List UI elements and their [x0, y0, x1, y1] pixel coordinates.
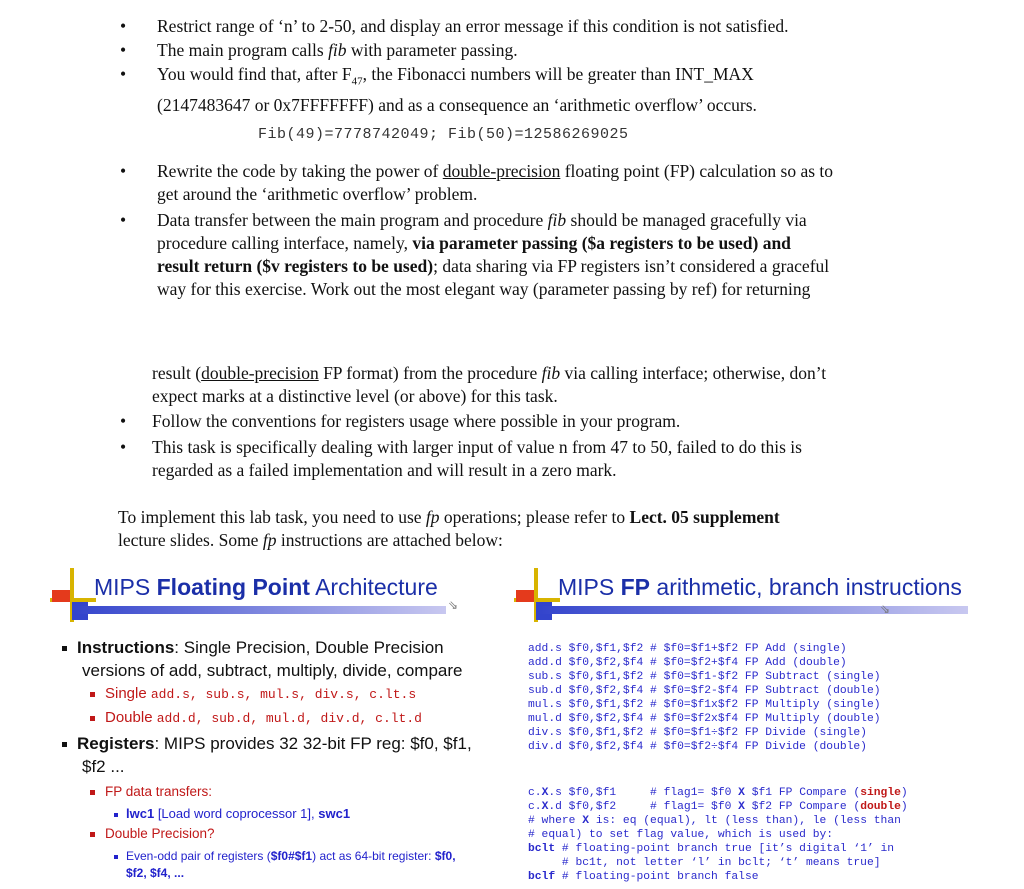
square-bullet-icon — [62, 742, 67, 747]
overflow-example: Fib(49)=7778742049; Fib(50)=12586269025 — [258, 126, 629, 143]
bullet-text: This task is specifically dealing with larger input of value n from 47 to 50, failed to do this is — [152, 437, 802, 457]
title-rule — [74, 606, 446, 614]
slide-logo-icon — [50, 568, 96, 626]
code-line: add.s $f0,$f1,$f2 # $f0=$f1+$f2 FP Add (single) — [528, 643, 847, 655]
registers-line: Registers: MIPS provides 32 32-bit FP reg: $f0, $f1, — [62, 734, 472, 754]
continuation-text-b: FP format) from the procedure — [323, 363, 538, 383]
square-bullet-icon — [90, 790, 95, 795]
transfer-bold-b: result return ($v registers to be used) — [157, 256, 434, 276]
slide-fp-architecture — [44, 568, 500, 889]
continuation-text-d: expect marks at a distinctive level (or above) for this task. — [152, 386, 558, 406]
registers-line2: $f2 ... — [82, 757, 125, 776]
continuation-text-c: via calling interface; otherwise, don’t — [564, 363, 827, 383]
code-line: sub.s $f0,$f1,$f2 # $f0=$f1-$f2 FP Subtract (single) — [528, 671, 881, 683]
bullet-dot: • — [120, 411, 127, 431]
bullet-text: Follow the conventions for registers usage where possible in your program. — [152, 411, 681, 431]
slide-logo-icon — [514, 568, 560, 626]
transfer-text-c: procedure calling interface, namely, — [157, 233, 409, 253]
code-line-cmp-d: c.X.d $f0,$f2 # flag1= $f0 X $f2 FP Compare (double) — [528, 801, 908, 813]
double-precision-underline: double-precision — [442, 161, 561, 181]
fib-italic: fib — [541, 363, 561, 383]
bullet-text: You would find that, after F — [157, 64, 352, 84]
double-ops: Double add.d, sub.d, mul.d, div.d, c.lt.d — [90, 709, 422, 726]
code-line-bclf: bclf # floating-point branch false — [528, 871, 759, 883]
transfer-text-a: Data transfer between the main program and procedure — [157, 210, 544, 230]
continuation-paragraph — [152, 362, 982, 408]
code-line-bclt2: # bc1t, not letter ‘l’ in bclt; ‘t’ means true] — [528, 857, 881, 869]
rewrite-text-c: get around the ‘arithmetic overflow’ problem. — [157, 184, 478, 204]
transfer-text-d: ; data sharing via FP registers isn’t considered a graceful — [433, 256, 830, 276]
instructions-line2: versions of add, subtract, multiply, divide, compare — [82, 661, 463, 680]
instructions-line: Instructions: Single Precision, Double Precision — [62, 638, 444, 658]
double-precision-q: Double Precision? — [90, 826, 215, 841]
fib-italic: fib — [547, 210, 567, 230]
rewrite-text-b: floating point (FP) calculation so as to — [564, 161, 834, 181]
single-ops: Single add.s, sub.s, mul.s, div.s, c.lt.s — [90, 685, 416, 702]
code-line-cmp-s: c.X.s $f0,$f1 # flag1= $f0 X $f1 FP Compare (single) — [528, 787, 908, 799]
bullet-text: Restrict range of ‘n’ to 2-50, and display an error message if this condition is not satisfied. — [157, 16, 789, 36]
transfer-text-b: should be managed gracefully via — [570, 210, 807, 230]
slide-title: MIPS Floating Point Architecture — [94, 574, 438, 600]
square-bullet-icon — [90, 692, 95, 697]
bullet-dot: • — [120, 437, 127, 457]
implement-paragraph — [118, 506, 948, 552]
bullet-dot: • — [120, 161, 127, 181]
bullet-dot: • — [120, 16, 127, 36]
rewrite-text-a: Rewrite the code by taking the power of — [157, 161, 439, 181]
fp-data-transfers: FP data transfers: — [90, 784, 212, 799]
transfer-text-e: way for this exercise. Work out the most elegant way (parameter passing by ref) for returning — [157, 279, 811, 299]
bullet-text-rest: , the Fibonacci numbers will be greater than INT_MAX — [362, 64, 754, 84]
even-odd-line2: $f2, $f4, ... — [126, 866, 185, 880]
cursor-arrow-icon: ⇘ — [880, 602, 891, 616]
slide-fp-arithmetic — [508, 568, 978, 889]
bullet-text-line2: (2147483647 or 0x7FFFFFFF) and as a consequence an ‘arithmetic overflow’ occurs. — [157, 94, 757, 115]
bullet-dot: • — [120, 64, 127, 84]
continuation-text-a: result ( — [152, 363, 202, 383]
implement-text-c: lecture slides. Some — [118, 530, 259, 550]
compare-code-block — [528, 772, 908, 884]
bullet-dot: • — [120, 40, 127, 60]
fib-italic: fib — [328, 40, 347, 60]
code-line: sub.d $f0,$f2,$f4 # $f0=$f2-$f4 FP Subtract (double) — [528, 685, 881, 697]
bullet-text-line2: regarded as a failed implementation and will result in a zero mark. — [152, 460, 617, 480]
lwc1-line: lwc1 [Load word coprocessor 1], swc1 — [114, 806, 350, 821]
cursor-arrow-icon: ⇘ — [448, 598, 459, 612]
code-line-where: # where X is: eq (equal), lt (less than), le (less than — [528, 815, 901, 827]
implement-text-b: operations; please refer to — [443, 507, 626, 527]
code-line-bclt: bclt # floating-point branch true [it’s digital ‘1’ in — [528, 843, 895, 855]
fp-italic: fp — [425, 507, 440, 527]
code-line: mul.s $f0,$f1,$f2 # $f0=$f1x$f2 FP Multiply (single) — [528, 699, 881, 711]
fp-italic: fp — [262, 530, 277, 550]
code-line: add.d $f0,$f2,$f4 # $f0=$f2+$f4 FP Add (double) — [528, 657, 847, 669]
square-bullet-icon — [62, 646, 67, 651]
lect05-bold: Lect. 05 supplement — [629, 507, 780, 527]
code-line: mul.d $f0,$f2,$f4 # $f0=$f2x$f4 FP Multiply (double) — [528, 713, 881, 725]
square-bullet-icon — [114, 855, 118, 859]
even-odd-line: Even-odd pair of registers ($f0#$f1) act as 64-bit register: $f0, — [114, 849, 456, 863]
subscript-47: 47 — [351, 75, 363, 88]
slide-title: MIPS FP arithmetic, branch instructions — [558, 574, 962, 600]
square-bullet-icon — [90, 716, 95, 721]
title-rule — [538, 606, 968, 614]
code-line: div.s $f0,$f1,$f2 # $f0=$f1÷$f2 FP Divide (single) — [528, 727, 867, 739]
square-bullet-icon — [90, 832, 95, 837]
transfer-bold-a: via parameter passing ($a registers to be used) and — [412, 233, 791, 253]
bullet-text-rest: with parameter passing. — [350, 40, 518, 60]
implement-text-a: To implement this lab task, you need to use — [118, 507, 422, 527]
square-bullet-icon — [114, 813, 118, 817]
code-line-where2: # equal) to set flag value, which is used by: — [528, 829, 834, 841]
bullet-dot: • — [120, 210, 127, 230]
code-line: div.d $f0,$f2,$f4 # $f0=$f2÷$f4 FP Divide (double) — [528, 741, 867, 753]
double-precision-underline: double-precision — [201, 363, 319, 383]
arith-code-block — [528, 628, 881, 754]
implement-text-d: instructions are attached below: — [280, 530, 503, 550]
bullet-text: The main program calls — [157, 40, 324, 60]
